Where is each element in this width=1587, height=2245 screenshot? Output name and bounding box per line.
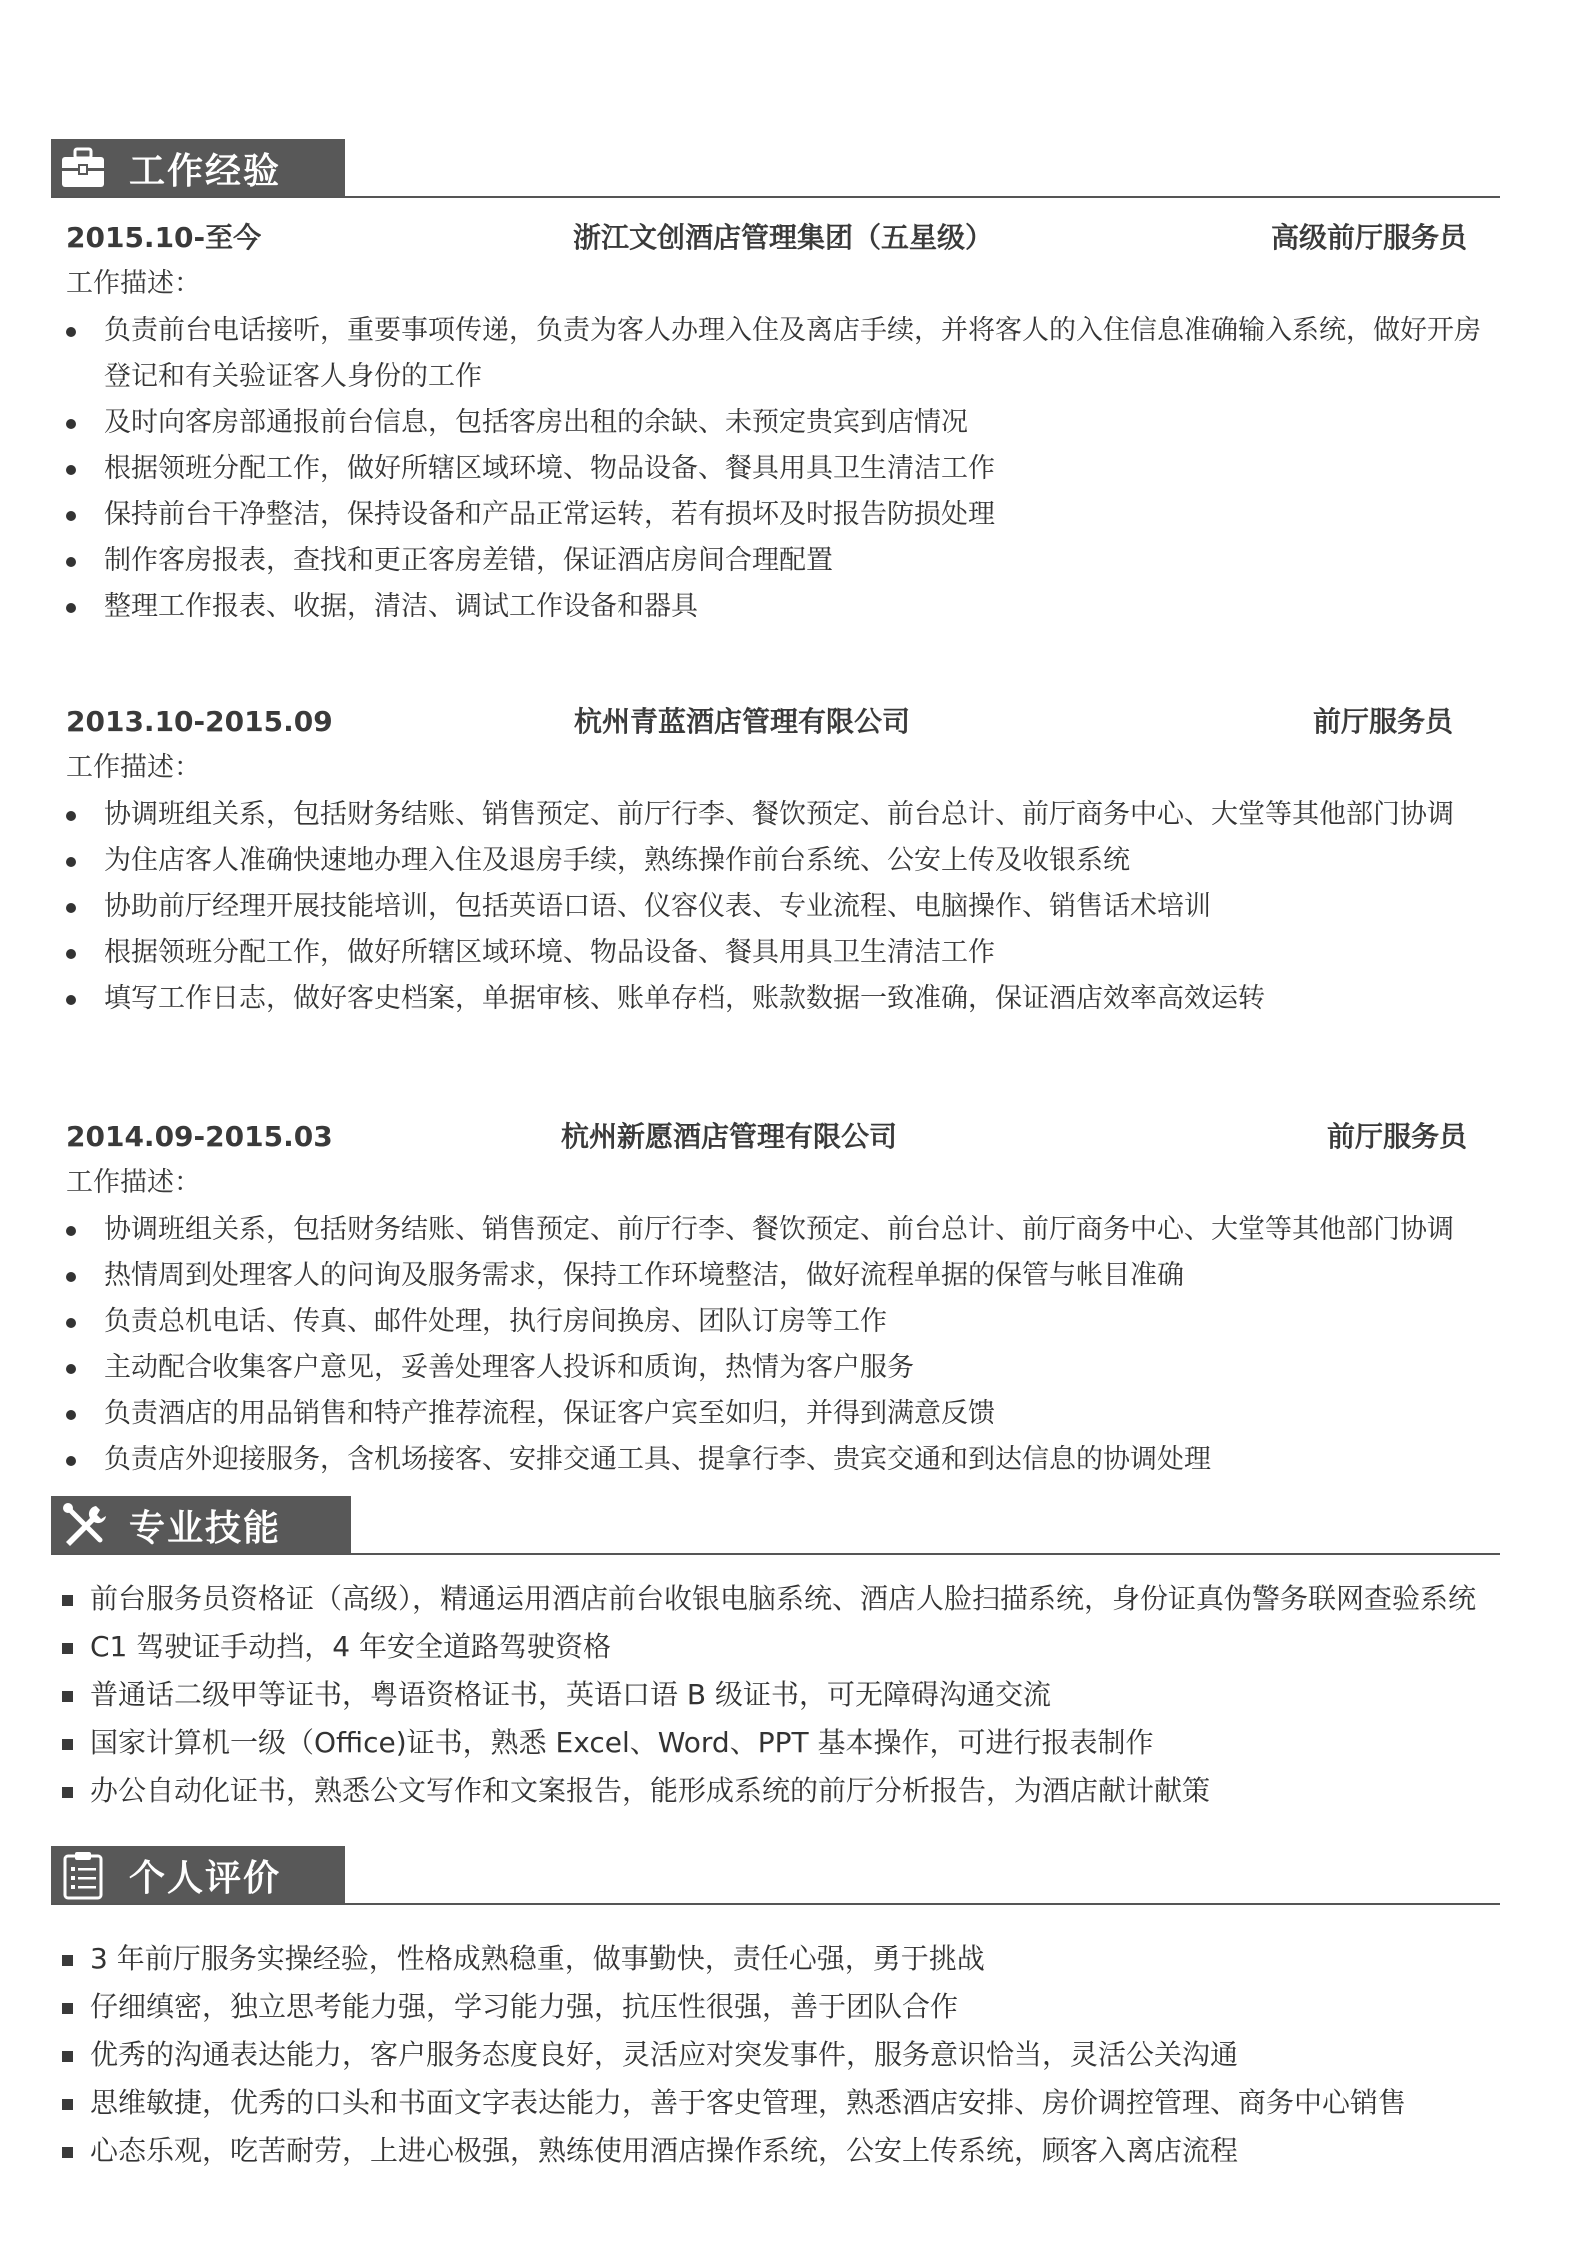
list-item: 国家计算机一级（Office)证书，熟悉 Excel、Word、PPT 基本操作，可进行报表制作: [0, 1719, 1587, 1767]
job-position: 前厅服务员: [1313, 705, 1454, 738]
tools-icon: [51, 1496, 115, 1554]
list-item: 填写工作日志，做好客史档案，单据审核、账单存档，账款数据一致准确，保证酒店效率高效运转: [0, 976, 1587, 1022]
bullet-dot: [66, 1456, 76, 1466]
bullet-square: [62, 1595, 73, 1606]
section-title: 工作经验: [129, 150, 282, 192]
section-header-evaluation: [51, 1846, 345, 1904]
list-item: 及时向客房部通报前台信息，包括客房出租的余缺、未预定贵宾到店情况: [0, 400, 1587, 446]
section-header-skills: [51, 1496, 351, 1554]
list-item: 根据领班分配工作，做好所辖区域环境、物品设备、餐具用具卫生清洁工作: [0, 930, 1587, 976]
bullet-square: [62, 1643, 73, 1654]
clipboard-icon: [51, 1846, 115, 1904]
bullet-square: [62, 2051, 73, 2062]
bullet-square: [62, 2099, 73, 2110]
list-item: 心态乐观，吃苦耐劳，上进心极强，熟练使用酒店操作系统，公安上传系统，顾客入离店流程: [0, 2127, 1587, 2175]
list-item: 热情周到处理客人的问询及服务需求，保持工作环境整洁，做好流程单据的保管与帐目准确: [0, 1253, 1587, 1299]
evaluation-list: [0, 1935, 1587, 2175]
job-desc-label: 工作描述：: [66, 268, 201, 299]
job-date: 2013.10-2015.09: [66, 705, 333, 738]
section-divider: [51, 196, 1500, 198]
bullet-dot: [66, 811, 76, 821]
bullet-dot: [66, 1410, 76, 1420]
list-item: 负责总机电话、传真、邮件处理，执行房间换房、团队订房等工作: [0, 1299, 1587, 1345]
job-desc-label: 工作描述：: [66, 752, 201, 783]
job-bullets: [0, 1207, 1587, 1483]
job-company: 杭州青蓝酒店管理有限公司: [574, 705, 911, 738]
section-title: 专业技能: [129, 1507, 282, 1549]
job-position: 高级前厅服务员: [1271, 221, 1468, 254]
list-item: 协调班组关系，包括财务结账、销售预定、前厅行李、餐饮预定、前台总计、前厅商务中心、大堂等其他部门协调: [0, 1207, 1587, 1253]
bullet-square: [62, 2147, 73, 2158]
bullet-dot: [66, 995, 76, 1005]
bullet-dot: [66, 903, 76, 913]
list-item: 负责前台电话接听，重要事项传递，负责为客人办理入住及离店手续，并将客人的入住信息准确输入系统，做好开房登记和有关验证客人身份的工作: [0, 308, 1587, 400]
bullet-dot: [66, 419, 76, 429]
list-item: 前台服务员资格证（高级），精通运用酒店前台收银电脑系统、酒店人脸扫描系统，身份证真伪警务联网查验系统: [0, 1575, 1587, 1623]
list-item: 仔细缜密，独立思考能力强，学习能力强，抗压性很强，善于团队合作: [0, 1983, 1587, 2031]
job-date: 2014.09-2015.03: [66, 1120, 333, 1153]
list-item: 3 年前厅服务实操经验，性格成熟稳重，做事勤快，责任心强，勇于挑战: [0, 1935, 1587, 1983]
bullet-dot: [66, 1364, 76, 1374]
list-item: 为住店客人准确快速地办理入住及退房手续，熟练操作前台系统、公安上传及收银系统: [0, 838, 1587, 884]
bullet-dot: [66, 327, 76, 337]
list-item: 协助前厅经理开展技能培训，包括英语口语、仪容仪表、专业流程、电脑操作、销售话术培训: [0, 884, 1587, 930]
list-item: 保持前台干净整洁，保持设备和产品正常运转，若有损坏及时报告防损处理: [0, 492, 1587, 538]
list-item: 办公自动化证书，熟悉公文写作和文案报告，能形成系统的前厅分析报告，为酒店献计献策: [0, 1767, 1587, 1815]
job-bullets: [0, 792, 1587, 1022]
bullet-dot: [66, 511, 76, 521]
bullet-dot: [66, 857, 76, 867]
job-position: 前厅服务员: [1327, 1120, 1468, 1153]
bullet-square: [62, 2003, 73, 2014]
job-date: 2015.10-至今: [66, 221, 262, 254]
list-item: C1 驾驶证手动挡，4 年安全道路驾驶资格: [0, 1623, 1587, 1671]
bullet-square: [62, 1691, 73, 1702]
section-divider: [51, 1903, 1500, 1905]
bullet-square: [62, 1739, 73, 1750]
list-item: 主动配合收集客户意见，妥善处理客人投诉和质询，热情为客户服务: [0, 1345, 1587, 1391]
bullet-dot: [66, 1272, 76, 1282]
list-item: 负责店外迎接服务，含机场接客、安排交通工具、提拿行李、贵宾交通和到达信息的协调处理: [0, 1437, 1587, 1483]
bullet-dot: [66, 949, 76, 959]
list-item: 优秀的沟通表达能力，客户服务态度良好，灵活应对突发事件，服务意识恰当，灵活公关沟通: [0, 2031, 1587, 2079]
bullet-dot: [66, 1226, 76, 1236]
skills-list: [0, 1575, 1587, 1815]
section-divider: [51, 1553, 1500, 1555]
bullet-dot: [66, 603, 76, 613]
list-item: 负责酒店的用品销售和特产推荐流程，保证客户宾至如归，并得到满意反馈: [0, 1391, 1587, 1437]
job-desc-label: 工作描述：: [66, 1167, 201, 1198]
job-bullets: [0, 308, 1587, 630]
list-item: 普通话二级甲等证书，粤语资格证书，英语口语 B 级证书，可无障碍沟通交流: [0, 1671, 1587, 1719]
list-item: 整理工作报表、收据，清洁、调试工作设备和器具: [0, 584, 1587, 630]
bullet-square: [62, 1787, 73, 1798]
job-company: 杭州新愿酒店管理有限公司: [561, 1120, 898, 1153]
briefcase-icon: [51, 139, 115, 197]
bullet-dot: [66, 557, 76, 567]
list-item: 根据领班分配工作，做好所辖区域环境、物品设备、餐具用具卫生清洁工作: [0, 446, 1587, 492]
section-header-work: [51, 139, 345, 197]
list-item: 制作客房报表，查找和更正客房差错，保证酒店房间合理配置: [0, 538, 1587, 584]
job-company: 浙江文创酒店管理集团（五星级）: [573, 221, 994, 254]
bullet-dot: [66, 465, 76, 475]
list-item: 协调班组关系，包括财务结账、销售预定、前厅行李、餐饮预定、前台总计、前厅商务中心、大堂等其他部门协调: [0, 792, 1587, 838]
bullet-square: [62, 1955, 73, 1966]
bullet-dot: [66, 1318, 76, 1328]
section-title: 个人评价: [129, 1857, 282, 1899]
list-item: 思维敏捷，优秀的口头和书面文字表达能力，善于客史管理，熟悉酒店安排、房价调控管理、商务中心销售: [0, 2079, 1587, 2127]
